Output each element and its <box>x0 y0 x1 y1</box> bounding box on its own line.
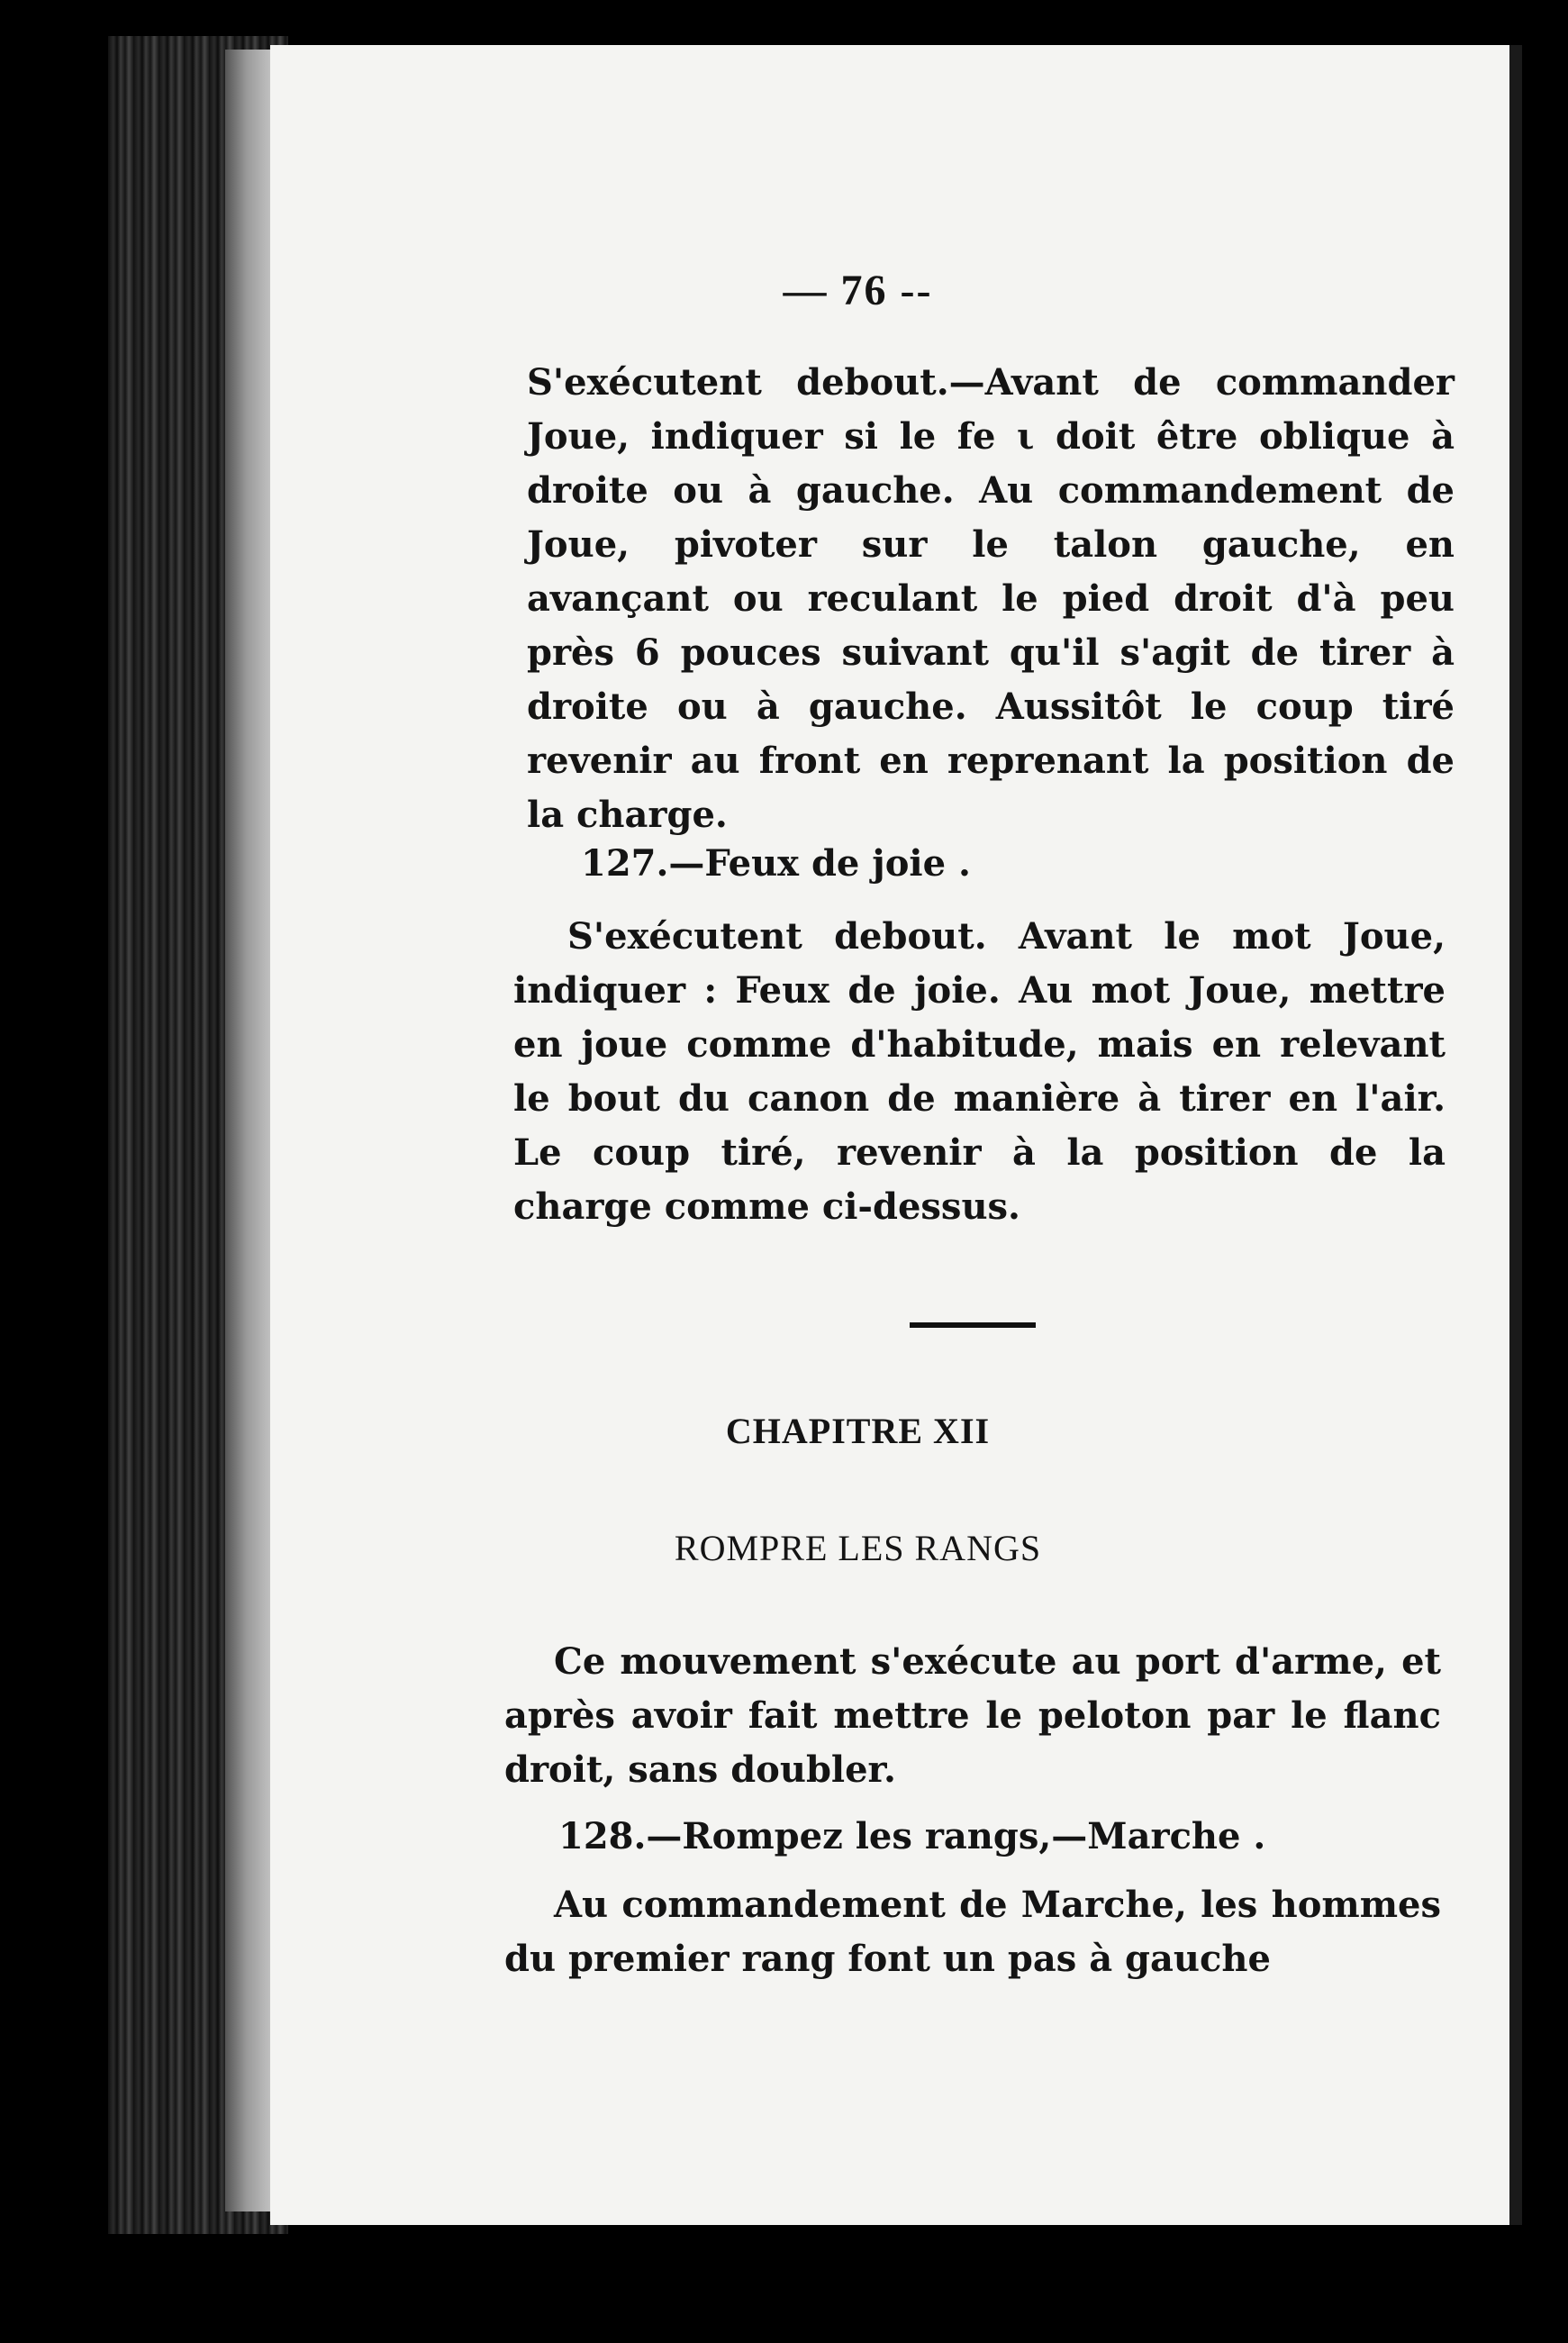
chapter-subtitle: ROMPRE LES RANGS <box>674 1528 1042 1568</box>
chapter-title: CHAPITRE XII <box>725 1411 991 1451</box>
intro-paragraph: S'exécutent debout.—Avant de commander Joue, indiquer si le fe ι doit être oblique à droite ou à gauche. Au commandement de Joue, pivoter sur le talon gauche, en avançant ou reculant le pied droit d'à peu près 6 pouces suivant qu'il s'agit de tirer à droite ou à gauche. Aussitôt le coup tiré revenir au front en reprenant la position de la charge. <box>527 361 1455 836</box>
section-127-text: S'exécutent debout. Avant le mot Joue, indiquer : Feux de joie. Au mot Joue, mettre en joue comme d'habitude, mais en relevant le bout du canon de manière à tirer en l'air. Le coup tiré, revenir à la position de la charge comme ci-dessus. <box>513 915 1446 1228</box>
section-128-heading: 128.—Rompez les rangs,—Marche . <box>558 1815 1266 1857</box>
page-content <box>248 0 1468 2343</box>
chapter-intro-paragraph: Ce mouvement s'exécute au port d'arme, et après avoir fait mettre le peloton par le flanc droit, sans doubler. <box>504 1640 1441 1791</box>
section-127-heading: 127.—Feux de joie . <box>581 842 971 885</box>
section-128-text: Au commandement de Marche, les hommes du premier rang font un pas à gauche <box>504 1884 1441 1980</box>
section-divider-rule <box>910 1322 1036 1328</box>
page-number: — 76 -- <box>783 267 933 314</box>
